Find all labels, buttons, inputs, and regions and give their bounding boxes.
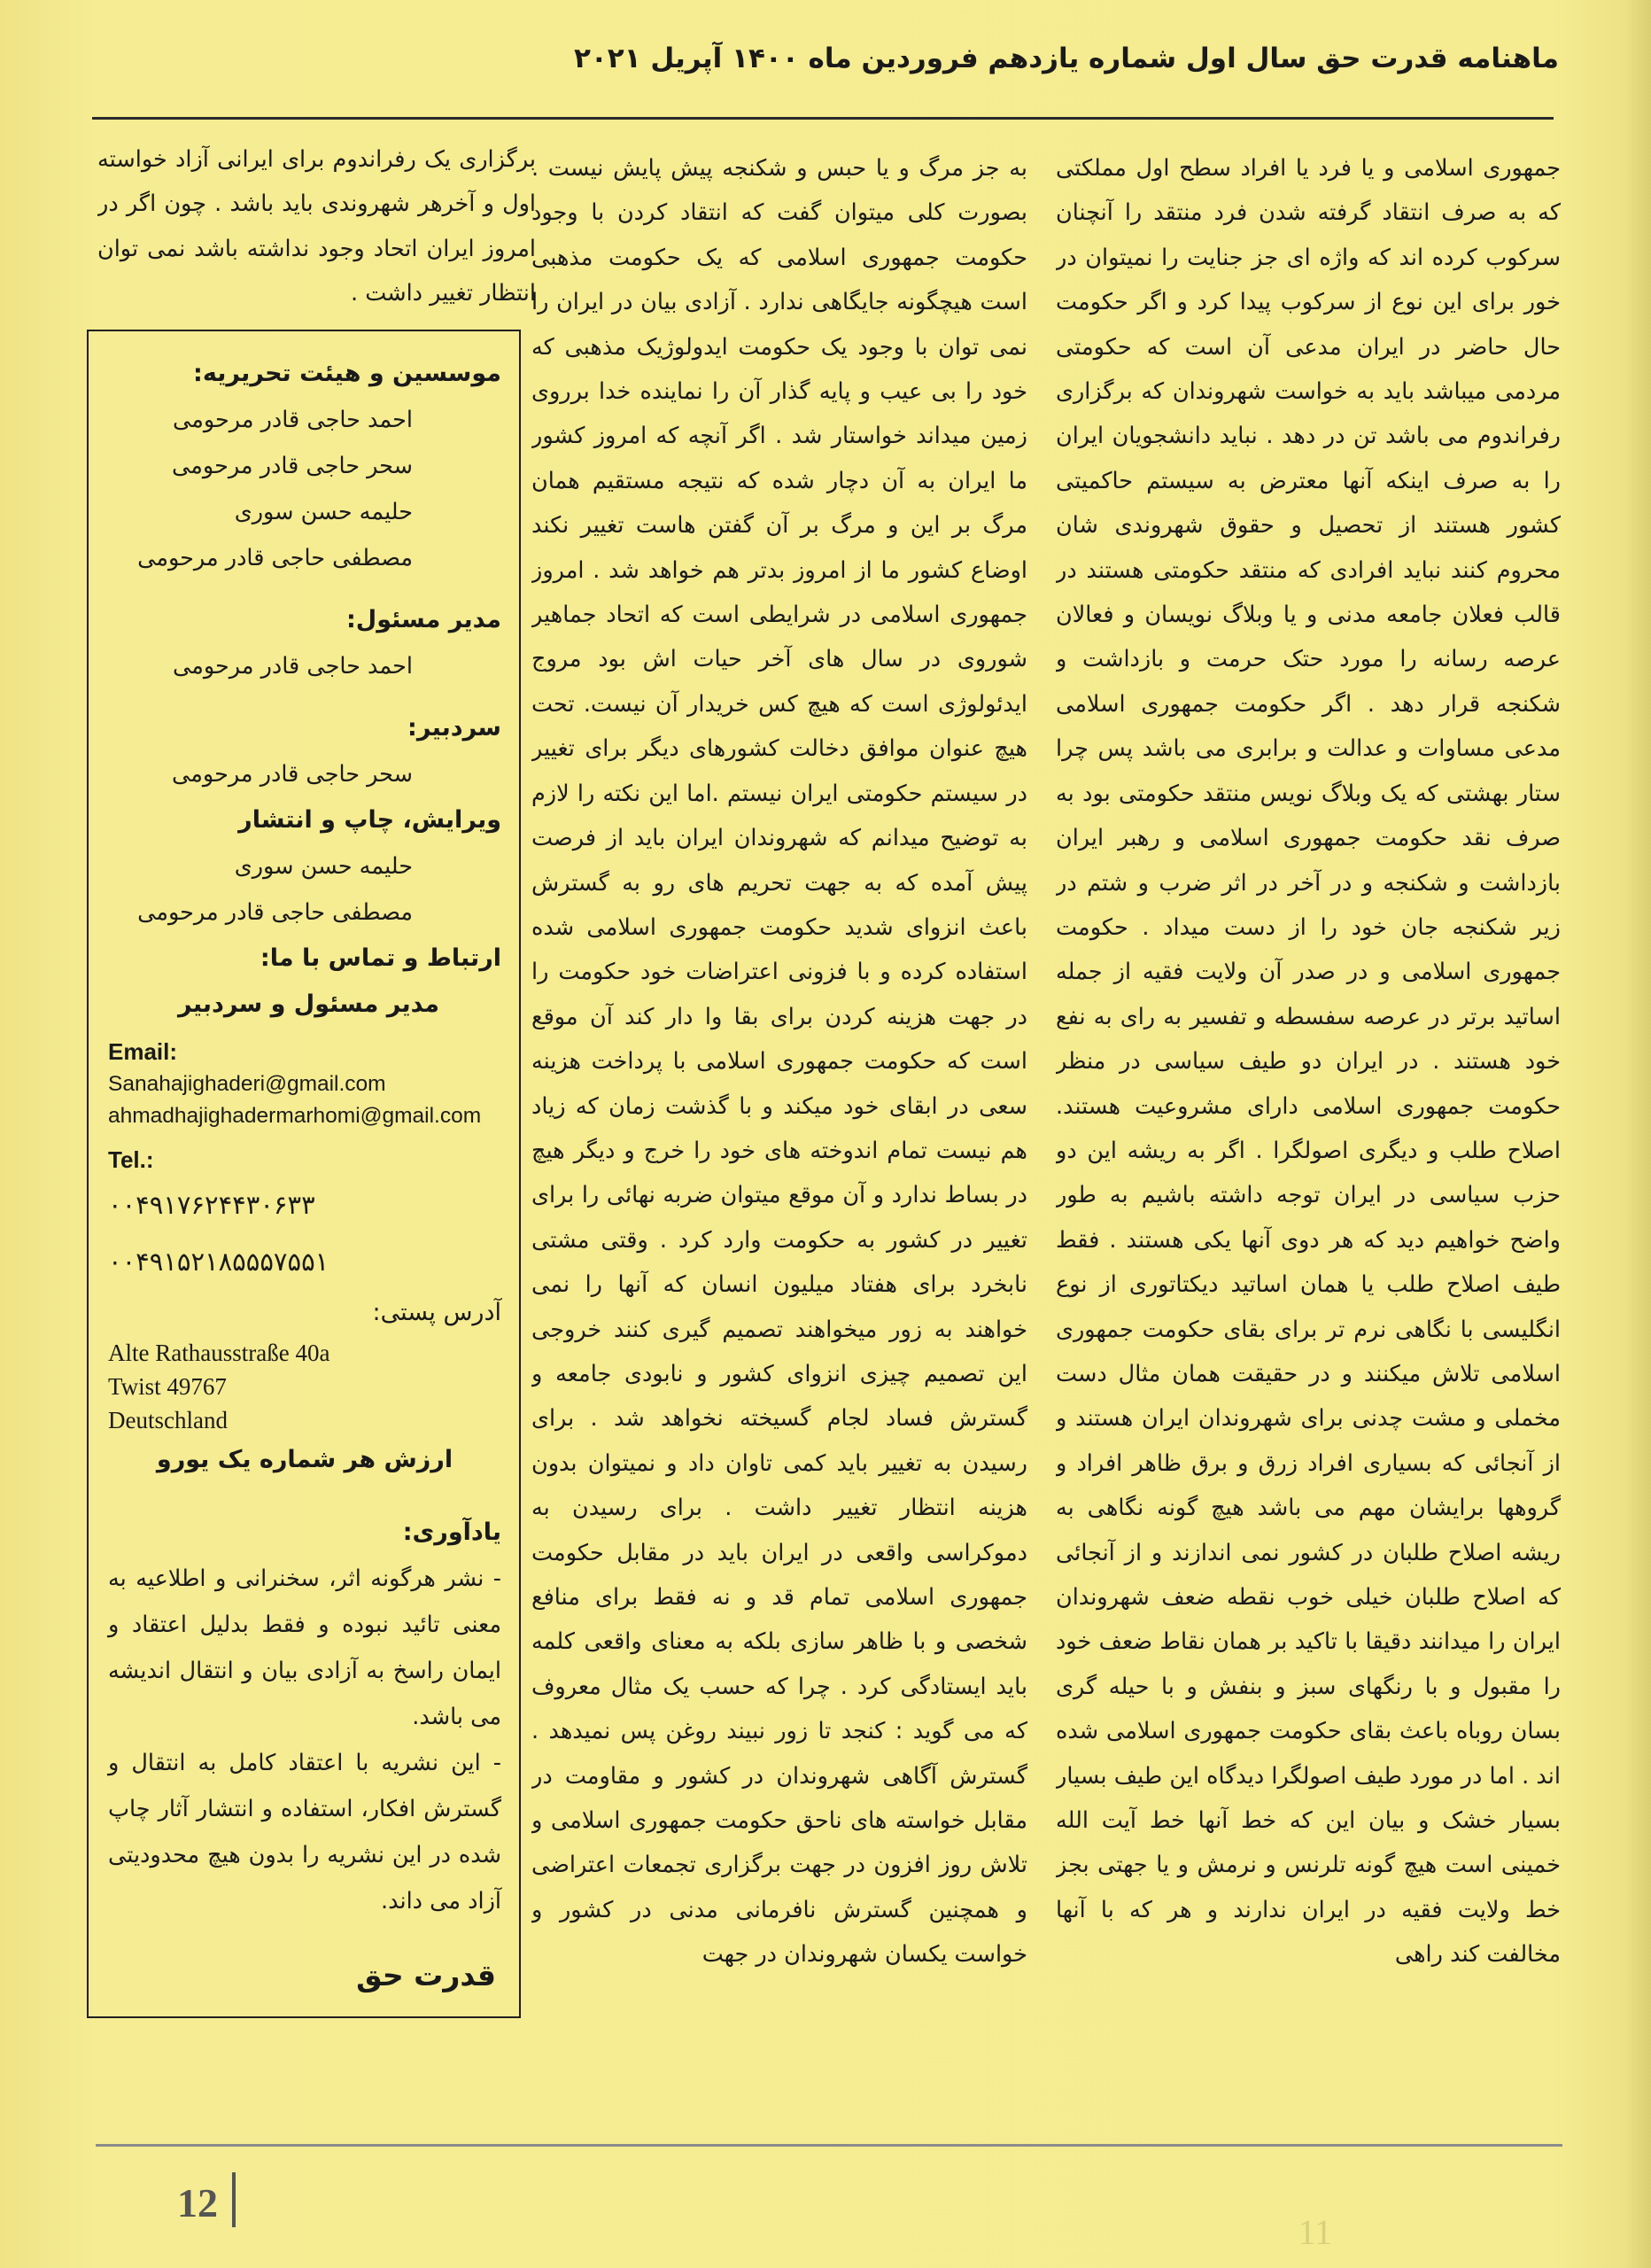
founders-heading: موسسین و هیئت تحریریه: <box>193 360 501 387</box>
publication-brand: قدرت حق <box>356 1958 496 1992</box>
email-address[interactable]: Sanahajighaderi@gmail.com <box>108 1072 386 1096</box>
address-line: Deutschland <box>108 1407 228 1433</box>
page-number-bar <box>232 2172 236 2227</box>
phone-number[interactable]: ۰۰۴۹۱۵۲۱۸۵۵۵۷۵۵۱ <box>108 1247 329 1277</box>
founder-name: احمد حاجی قادر مرحومی <box>172 407 413 433</box>
email-label: Email: <box>108 1038 178 1065</box>
article-column-right <box>1056 146 1561 2113</box>
header-divider <box>92 117 1554 120</box>
reminder-note: - نشر هرگونه اثر، سخنرانی و اطلاعیه به معنی تائید نبوده و فقط بدلیل اعتقاد و ایمان راسخ به آزادی بیان و انتقال اندیشه می باشد. <box>108 1565 501 1730</box>
footer-divider <box>96 2144 1562 2147</box>
address-line: Alte Rathausstraße 40a <box>108 1340 330 1366</box>
address-heading: آدرس پستی: <box>372 1299 501 1326</box>
article-text-right: جمهوری اسلامی و یا فرد یا افراد سطح اول مملکتی که به صرف انتقاد گرفته شدن فرد منتقد را آنچنان سرکوب کرده اند که واژه ای جز جنایت را نمیتوان در خور برای این نوع از سرکوب پیدا کرد و اگر حکومت حال حاضر در ایران مدعی آن است که حکومتی مردمی میباشد باید به خواست شهروندان که برگزاری رفراندوم می باشد تن در دهد . نباید دانشجویان ایران را به صرف اینکه آنها معترض به سیستم حاکمیتی کشور هستند از تحصیل و حقوق شهروندی شان محروم کنند نباید افرادی که منتقد حکومتی هستند در قالب فعلان جامعه مدنی و یا وبلاگ نویسان و فعالان عرصه رسانه را مورد حتک حرمت و بازداشت و شکنجه قرار دهد . اگر حکومت جمهوری اسلامی مدعی مساوات و عدالت و برابری می باشد پس چرا ستار بهشتی که یک وبلاگ نویس منتقد حکومتی بود به صرف نقد حکومت جمهوری اسلامی و رهبر ایران بازداشت و شکنجه و در آخر در اثر ضرب و شتم در زیر شکنجه جان خود را از دست میداد . حکومت جمهوری اسلامی و در صدر آن ولایت فقیه از جمله اساتید برتر در عرصه سفسطه و تفسیر به رای به نفع خود هستند . در ایران دو طیف سیاسی در منظر حکومت جمهوری اسلامی دارای مشروعیت هستند. اصلاح طلب و دیگری اصولگرا . اگر به ریشه این دو حزب سیاسی در ایران توجه داشته باشیم به طور واضح خواهیم دید که هر دوی آنها یکی هستند . فقط طیف اصلاح طلب یا همان اساتید دیکتاتوری از نوع انگلیسی با نگاهی نرم تر برای بقای حکومت جمهوری اسلامی تلاش میکنند و در حقیقت همان مثال دست مخملی و مشت چدنی برای شهروندان ایران هستند و از آنجائی که بسیاری افراد زرق و برق ظاهر افراد و گروهها برایشان مهم می باشد هیچ گونه نگاهی به ریشه اصلاح طلبان در کشور نمی اندازند و از آنجائی که اصلاح طلبان خیلی خوب نقطه ضعف شهروندان ایران را میدانند دقیقا با تاکید بر همان نقاط ضعف خود را مقبول و با رنگهای سبز و بنفش و با حیله گری بسان روباه باعث بقای حکومت جمهوری اسلامی شده اند . اما در مورد طیف اصولگرا دیدگاه این طیف بسیار بسیار خشک و بیان این که خط آنها خط آیت الله خمینی است هیچ گونه تلرنس و نرمش و یا جهتی بجز خط ولایت فقیه در ایران ندارند و هر که با آنها مخالفت کند راهی <box>1056 155 1561 1969</box>
phone-number[interactable]: ۰۰۴۹۱۷۶۲۴۴۳۰۶۳۳ <box>108 1190 315 1220</box>
next-page-ghost-number: 11 <box>1298 2212 1332 2252</box>
editor-name: سحر حاجی قادر مرحومی <box>172 761 413 788</box>
article-text-left: برگزاری یک رفراندوم برای ایرانی آزاد خواسته اول و آخرهر شهروندی باید باشد . چون اگر در امروز ایران اتحاد وجود نداشته باشد نمی توان انتظار تغییر داشت . <box>97 146 536 307</box>
manager-name: احمد حاجی قادر مرحومی <box>172 653 413 680</box>
page-number: 12 <box>177 2180 218 2225</box>
publisher-name: مصطفی حاجی قادر مرحومی <box>137 899 413 926</box>
address-line: Twist 49767 <box>108 1373 227 1400</box>
publishing-heading: ویرایش، چاپ و انتشار <box>238 806 501 834</box>
article-text-middle: به جز مرگ و یا حبس و شکنجه پیش پایش نیست . بصورت کلی میتوان گفت که انتقاد کردن با وجود حکومت جمهوری اسلامی که یک حکومت مذهبی است هیچگونه جایگاهی ندارد . آزادی بیان در ایران را نمی توان با وجود یک حکومت ایدولوژیک مذهبی که خود را بی عیب و پایه گذار آن را نماینده خدا برروی زمین میداند خواستار شد . اگر آنچه که امروز کشور ما ایران به آن دچار شده که نتیجه مستقیم همان مرگ بر این و مرگ بر آن گفتن هاست تغییر نکند اوضاع کشور ما از امروز بدتر هم خواهد شد . امروز جمهوری اسلامی در شرایطی است که اتحاد جماهیر شوروی در سال های آخر حیات اش بود مروج ایدئولوژی است که هیچ کس خریدار آن نیست. تحت هیچ عنوان موافق دخالت کشورهای دیگر برای تغییر در سیستم حکومتی ایران نیستم .اما این نکته را لازم به توضیح میدانم که شهروندان ایران باید از فرصت پیش آمده که به جهت تحریم های رو به گسترش باعث انزوای شدید حکومت جمهوری اسلامی شده استفاده کرده و با فزونی اعتراضات خود حکومت را در جهت هزینه کردن برای بقا وا دار کند آن موقع است که حکومت جمهوری اسلامی با پرداخت هزینه سعی در ابقای خود میکند و با گذشت زمان که زیاد هم نیست تمام اندوخته های خود را خرج و دیگر هیچ در بساط ندارد و آن موقع میتوان ضربه نهائی را برای تغییر در کشور به حکومت وارد کرد . وقتی مشتی نابخرد برای هفتاد میلیون انسان که آنها را نمی خواهند به زور میخواهند تصمیم گیری کنند خروجی این تصمیم چیزی انزوای کشور و نابودی جامعه و گسترش فساد لجام گسیخته نخواهد شد . برای رسیدن به تغییر باید کمی تاوان داد و نمیتوان بدون هزینه انتظار تغییر داشت . برای رسیدن به دموکراسی واقعی در ایران باید در مقابل حکومت جمهوری اسلامی تمام قد و نه فقط برای منافع شخصی و با ظاهر سازی بلکه به معنای واقعی کلمه باید ایستادگی کرد . چرا که حسب یک مثال معروف که می گوید : کنجد تا زور نبیند روغن پس نمیدهد . گسترش آگاهی شهروندان در کشور و مقاومت در مقابل خواسته های ناحق حکومت جمهوری اسلامی و تلاش روز افزون در جهت برگزاری تجمعات اعتراضی و همچنین گسترش نافرمانی مدنی در کشور و خواست یکسان شهروندان در جهت <box>531 155 1027 1969</box>
reminder-note: - این نشریه با اعتقاد کامل به انتقال و گسترش افکار، استفاده و انتشار آثار چاپ شده در این نشریه را بدون هیچ محدودیتی آزاد می داند. <box>108 1750 501 1915</box>
manager-heading: مدیر مسئول: <box>345 606 501 633</box>
editor-heading: سردبیر: <box>407 714 501 742</box>
masthead-box <box>87 330 521 2018</box>
founder-name: سحر حاجی قادر مرحومی <box>172 453 413 479</box>
page-fold-shadow <box>1624 0 1651 2268</box>
tel-label: Tel.: <box>108 1146 154 1173</box>
contact-heading: ارتباط و تماس با ما: <box>260 944 501 972</box>
page-header-title: ماهنامه قدرت حق سال اول شماره یازدهم فروردین ماه ۱۴۰۰ آپریل ۲۰۲۱ <box>573 43 1559 74</box>
issue-price: ارزش هر شماره یک یورو <box>156 1446 453 1473</box>
contact-subheading: مدیر مسئول و سردبیر <box>178 990 439 1018</box>
article-column-left <box>97 137 536 319</box>
publisher-name: حلیمه حسن سوری <box>234 853 413 880</box>
founder-name: مصطفی حاجی قادر مرحومی <box>137 545 413 571</box>
founder-name: حلیمه حسن سوری <box>234 499 413 525</box>
reminder-heading: یادآوری: <box>402 1518 501 1546</box>
article-column-middle <box>531 146 1027 2113</box>
email-address[interactable]: ahmadhajighadermarhomi@gmail.com <box>108 1104 482 1128</box>
